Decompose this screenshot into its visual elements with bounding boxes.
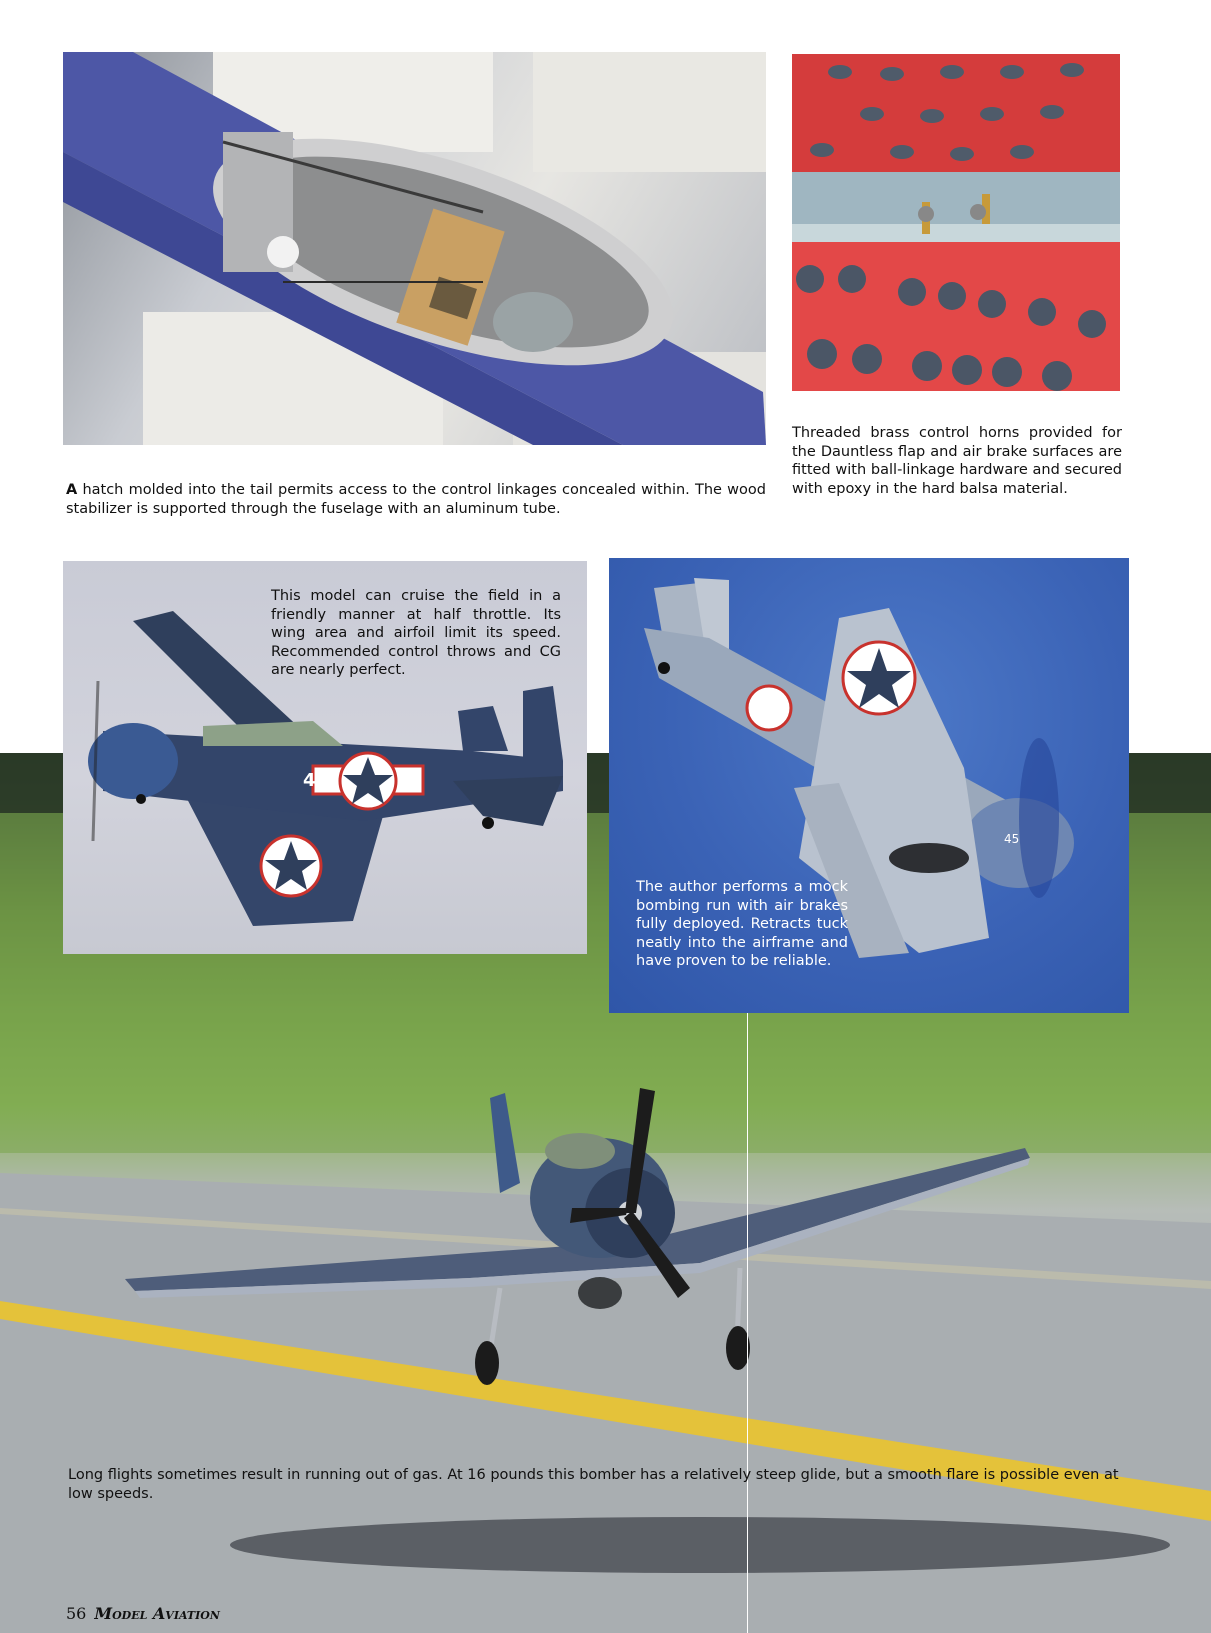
air-brake-illustration [792,54,1120,391]
runway-caption: Long flights sometimes result in running out of gas. At 16 pounds this bomber has a relatively steep glide, but a smooth flare is possible even at low speeds. [68,1467,1119,1502]
wing-number: 45 [1004,832,1020,846]
magazine-logo: Model Aviation [94,1604,220,1623]
air-brake-photo [792,54,1120,391]
tail-caption-text: hatch molded into the tail permits access to the control linkages concealed within. The wood stabilizer is supported through the fuselage with an aluminum tube. [66,482,766,517]
page-footer [66,1604,220,1626]
tail-hatch-photo [63,52,766,445]
fuselage-number: 45 [303,770,329,791]
tail-caption-lead: A [66,482,78,498]
tail-hatch-caption [66,481,766,518]
bombing-run-caption: The author performs a mock bombing run with air brakes fully deployed. Retracts tuck neatly into the airframe and have proven to be reliable. [636,879,848,969]
air-brake-caption: Threaded brass control horns provided for the Dauntless flap and air brake surfaces are fitted with ball-linkage hardware and secured with epoxy in the hard balsa material. [792,425,1122,497]
tail-hatch-illustration [63,52,766,445]
cruise-caption: This model can cruise the field in a friendly manner at half throttle. Its wing area and airfoil limit its speed. Recommended control throws and CG are nearly perfect. [271,588,561,678]
page-number: 56 [66,1604,87,1623]
column-divider [747,1013,748,1633]
